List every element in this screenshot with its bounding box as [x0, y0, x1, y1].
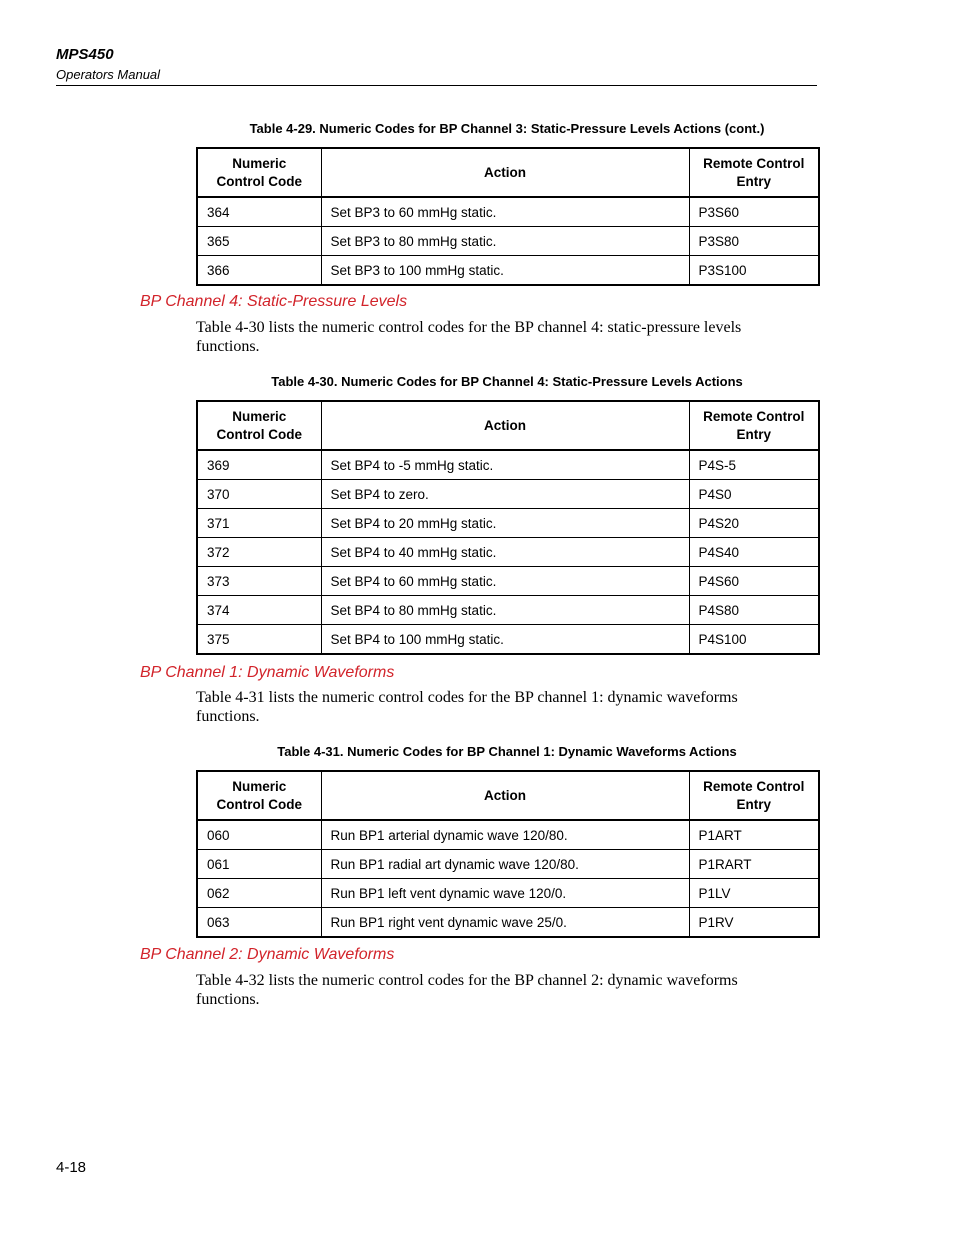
- column-header-code: Numeric Control Code: [197, 771, 321, 820]
- table-row: [197, 596, 819, 625]
- cell-remote-entry: P3S60: [689, 197, 819, 227]
- cell-remote-entry: P4S-5: [689, 450, 819, 480]
- table-row: [197, 227, 819, 256]
- cell-action: Run BP1 radial art dynamic wave 120/80.: [321, 850, 689, 879]
- table-row: [197, 256, 819, 286]
- cell-action: Set BP4 to 100 mmHg static.: [321, 625, 689, 655]
- cell-code: 370: [197, 480, 321, 509]
- cell-remote-entry: P3S100: [689, 256, 819, 286]
- column-header-code: Numeric Control Code: [197, 148, 321, 197]
- cell-code: 371: [197, 509, 321, 538]
- table-row: [197, 567, 819, 596]
- cell-remote-entry: P4S0: [689, 480, 819, 509]
- cell-action: Set BP3 to 60 mmHg static.: [321, 197, 689, 227]
- cell-code: 364: [197, 197, 321, 227]
- cell-code: 063: [197, 908, 321, 938]
- cell-action: Set BP4 to 80 mmHg static.: [321, 596, 689, 625]
- cell-action: Run BP1 left vent dynamic wave 120/0.: [321, 879, 689, 908]
- cell-code: 373: [197, 567, 321, 596]
- column-header-action: Action: [321, 401, 689, 450]
- cell-action: Set BP3 to 100 mmHg static.: [321, 256, 689, 286]
- section-heading-bp1-dynamic: BP Channel 1: Dynamic Waveforms: [140, 664, 395, 681]
- cell-action: Set BP4 to 40 mmHg static.: [321, 538, 689, 567]
- cell-code: 369: [197, 450, 321, 480]
- table-row: [197, 820, 819, 850]
- cell-remote-entry: P4S100: [689, 625, 819, 655]
- table-row: [197, 908, 819, 938]
- column-header-code: Numeric Control Code: [197, 401, 321, 450]
- table-30: [196, 400, 820, 655]
- cell-remote-entry: P3S80: [689, 227, 819, 256]
- manual-subtitle: Operators Manual: [56, 67, 161, 82]
- page-number: 4-18: [56, 1159, 87, 1176]
- cell-action: Run BP1 right vent dynamic wave 25/0.: [321, 908, 689, 938]
- cell-action: Set BP4 to zero.: [321, 480, 689, 509]
- cell-action: Run BP1 arterial dynamic wave 120/80.: [321, 820, 689, 850]
- column-header-remote: Remote Control Entry: [689, 771, 819, 820]
- cell-code: 366: [197, 256, 321, 286]
- table-29-caption: Table 4-29. Numeric Codes for BP Channel 3: Static-Pressure Levels Actions (cont.): [249, 121, 765, 136]
- cell-remote-entry: P1ART: [689, 820, 819, 850]
- table-row: [197, 538, 819, 567]
- column-header-remote: Remote Control Entry: [689, 401, 819, 450]
- table-31-caption: Table 4-31. Numeric Codes for BP Channel 1: Dynamic Waveforms Actions: [277, 744, 737, 759]
- column-header-action: Action: [321, 771, 689, 820]
- column-header-remote: Remote Control Entry: [689, 148, 819, 197]
- cell-code: 062: [197, 879, 321, 908]
- table-row: [197, 450, 819, 480]
- section-heading-bp4-static: BP Channel 4: Static-Pressure Levels: [140, 293, 408, 310]
- table-row: [197, 480, 819, 509]
- cell-code: 372: [197, 538, 321, 567]
- table-row: [197, 509, 819, 538]
- table-row: [197, 197, 819, 227]
- cell-remote-entry: P1LV: [689, 879, 819, 908]
- cell-remote-entry: P4S60: [689, 567, 819, 596]
- cell-remote-entry: P4S20: [689, 509, 819, 538]
- section-paragraph-bp2-dynamic: Table 4-32 lists the numeric control codes for the BP channel 2: dynamic waveforms functions.: [196, 972, 738, 1008]
- cell-action: Set BP3 to 80 mmHg static.: [321, 227, 689, 256]
- cell-action: Set BP4 to 20 mmHg static.: [321, 509, 689, 538]
- table-row: [197, 879, 819, 908]
- column-header-action: Action: [321, 148, 689, 197]
- cell-code: 060: [197, 820, 321, 850]
- manual-title: MPS450: [56, 46, 114, 63]
- cell-remote-entry: P1RART: [689, 850, 819, 879]
- header-rule: [56, 85, 817, 86]
- cell-code: 365: [197, 227, 321, 256]
- cell-code: 061: [197, 850, 321, 879]
- section-paragraph-bp1-dynamic: Table 4-31 lists the numeric control codes for the BP channel 1: dynamic waveforms functions.: [196, 689, 738, 725]
- table-row: [197, 625, 819, 655]
- table-row: [197, 850, 819, 879]
- cell-code: 375: [197, 625, 321, 655]
- cell-code: 374: [197, 596, 321, 625]
- cell-remote-entry: P4S80: [689, 596, 819, 625]
- cell-remote-entry: P1RV: [689, 908, 819, 938]
- section-heading-bp2-dynamic: BP Channel 2: Dynamic Waveforms: [140, 946, 395, 963]
- cell-action: Set BP4 to 60 mmHg static.: [321, 567, 689, 596]
- table-31: [196, 770, 820, 938]
- cell-action: Set BP4 to -5 mmHg static.: [321, 450, 689, 480]
- table-29: [196, 147, 820, 286]
- cell-remote-entry: P4S40: [689, 538, 819, 567]
- section-paragraph-bp4-static: Table 4-30 lists the numeric control codes for the BP channel 4: static-pressure levels functions.: [196, 319, 742, 355]
- table-30-caption: Table 4-30. Numeric Codes for BP Channel 4: Static-Pressure Levels Actions: [271, 374, 743, 389]
